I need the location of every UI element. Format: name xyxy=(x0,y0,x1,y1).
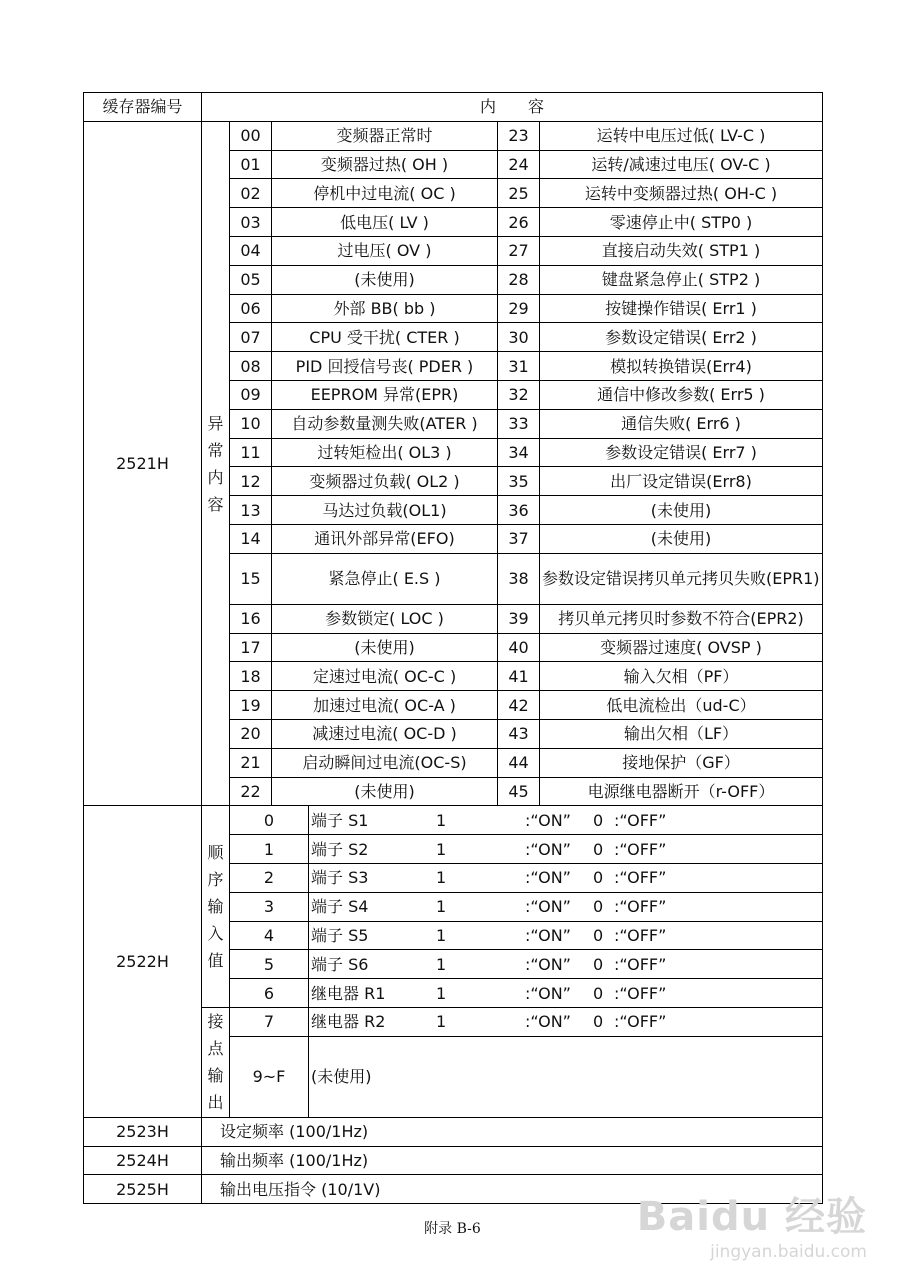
code-description: 电源继电器断开（r-OFF） xyxy=(540,777,823,806)
code-number: 30 xyxy=(498,323,540,352)
bit-description xyxy=(309,835,823,864)
code-number: 40 xyxy=(498,633,540,662)
code-description: (未使用) xyxy=(540,496,823,525)
bit-zero: 0 xyxy=(593,925,604,945)
code-description: 运转/减速过电压( OV-C ) xyxy=(540,150,823,179)
code-number: 11 xyxy=(230,438,272,467)
register-description: 输出频率 (100/1Hz) xyxy=(202,1146,823,1175)
bit-number: 5 xyxy=(230,950,309,979)
code-description: CPU 受干扰( CTER ) xyxy=(272,323,498,352)
code-number: 08 xyxy=(230,352,272,381)
code-number: 34 xyxy=(498,438,540,467)
code-description: 过电压( OV ) xyxy=(272,236,498,265)
bit-on: :“ON” xyxy=(525,839,571,859)
register-code: 2521H xyxy=(84,121,202,806)
group-char: 输 xyxy=(207,1066,224,1086)
code-description: 紧急停止( E.S ) xyxy=(272,553,498,604)
bit-off: :“OFF” xyxy=(614,954,667,974)
bit-on: :“ON” xyxy=(525,810,571,830)
code-number: 42 xyxy=(498,691,540,720)
code-number: 43 xyxy=(498,719,540,748)
code-description: 外部 BB( bb ) xyxy=(272,294,498,323)
code-number: 01 xyxy=(230,150,272,179)
code-description: 减速过电流( OC-D ) xyxy=(272,719,498,748)
register-description: 设定频率 (100/1Hz) xyxy=(202,1117,823,1146)
header-content: 内 容 xyxy=(202,93,823,122)
group-char: 入 xyxy=(207,924,224,944)
bit-zero: 0 xyxy=(593,1012,604,1032)
bit-value-line xyxy=(311,926,820,945)
code-description: 定速过电流( OC-C ) xyxy=(272,662,498,691)
bit-term: 端子 S3 xyxy=(311,868,369,888)
code-number: 45 xyxy=(498,777,540,806)
code-description: 停机中过电流( OC ) xyxy=(272,179,498,208)
code-description: 马达过负载(OL1) xyxy=(272,496,498,525)
code-number: 12 xyxy=(230,467,272,496)
group-label xyxy=(202,1007,230,1117)
code-description: 参数设定错误( Err2 ) xyxy=(540,323,823,352)
bit-zero: 0 xyxy=(593,839,604,859)
code-description: 通信中修改参数( Err5 ) xyxy=(540,380,823,409)
bit-description xyxy=(309,979,823,1008)
code-description: 拷贝单元拷贝时参数不符合(EPR2) xyxy=(540,604,823,633)
code-number: 09 xyxy=(230,380,272,409)
code-number: 19 xyxy=(230,691,272,720)
bit-one: 1 xyxy=(436,925,447,945)
code-number: 03 xyxy=(230,208,272,237)
code-number: 44 xyxy=(498,748,540,777)
code-number: 23 xyxy=(498,121,540,150)
bit-term: 继电器 R2 xyxy=(311,1012,386,1032)
bit-number: 3 xyxy=(230,892,309,921)
group-char: 容 xyxy=(207,494,224,514)
bit-value-line xyxy=(311,811,820,830)
code-number: 26 xyxy=(498,208,540,237)
bit-zero: 0 xyxy=(593,868,604,888)
group-char: 常 xyxy=(207,440,224,460)
bit-number: 9~F xyxy=(230,1036,309,1117)
bit-off: :“OFF” xyxy=(614,897,667,917)
code-description: 低电压( LV ) xyxy=(272,208,498,237)
code-number: 39 xyxy=(498,604,540,633)
code-number: 02 xyxy=(230,179,272,208)
code-description: (未使用) xyxy=(272,633,498,662)
code-description: 出厂设定错误(Err8) xyxy=(540,467,823,496)
bit-number: 6 xyxy=(230,979,309,1008)
code-number: 36 xyxy=(498,496,540,525)
code-number: 33 xyxy=(498,409,540,438)
table-row xyxy=(84,1117,823,1146)
code-number: 41 xyxy=(498,662,540,691)
bit-off: :“OFF” xyxy=(614,925,667,945)
code-number: 17 xyxy=(230,633,272,662)
code-number: 05 xyxy=(230,265,272,294)
code-number: 32 xyxy=(498,380,540,409)
code-description: (未使用) xyxy=(272,265,498,294)
bit-description xyxy=(309,863,823,892)
bit-value-line xyxy=(311,1012,820,1031)
watermark-brand: Baidu 经验 xyxy=(636,1194,867,1240)
code-number: 16 xyxy=(230,604,272,633)
bit-one: 1 xyxy=(436,868,447,888)
code-description: 通讯外部异常(EFO) xyxy=(272,524,498,553)
code-description: PID 回授信号丧( PDER ) xyxy=(272,352,498,381)
code-description: 参数设定错误拷贝单元拷贝失败(EPR1) xyxy=(540,553,823,604)
bit-one: 1 xyxy=(436,839,447,859)
header-row xyxy=(84,93,823,122)
bit-description xyxy=(309,806,823,835)
bit-on: :“ON” xyxy=(525,983,571,1003)
bit-on: :“ON” xyxy=(525,897,571,917)
code-number: 14 xyxy=(230,524,272,553)
code-number: 18 xyxy=(230,662,272,691)
code-description: 自动参数量测失败(ATER ) xyxy=(272,409,498,438)
table-row xyxy=(84,121,823,150)
bit-term: 继电器 R1 xyxy=(311,983,386,1003)
code-description: 通信失败( Err6 ) xyxy=(540,409,823,438)
header-code: 缓存器编号 xyxy=(84,93,202,122)
group-char: 输 xyxy=(207,897,224,917)
code-description: (未使用) xyxy=(540,524,823,553)
code-number: 22 xyxy=(230,777,272,806)
code-description: 变频器过速度( OVSP ) xyxy=(540,633,823,662)
bit-term: 端子 S1 xyxy=(311,810,369,830)
group-char: 顺 xyxy=(207,843,224,863)
table-row xyxy=(84,806,823,835)
bit-value-line xyxy=(311,984,820,1003)
bit-number: 4 xyxy=(230,921,309,950)
bit-description xyxy=(309,950,823,979)
bit-zero: 0 xyxy=(593,810,604,830)
code-number: 13 xyxy=(230,496,272,525)
register-table xyxy=(83,92,823,1204)
table-body xyxy=(84,93,823,1204)
bit-term: 端子 S6 xyxy=(311,954,369,974)
code-description: 运转中变频器过热( OH-C ) xyxy=(540,179,823,208)
code-description: 变频器过负载( OL2 ) xyxy=(272,467,498,496)
bit-one: 1 xyxy=(436,983,447,1003)
bit-one: 1 xyxy=(436,897,447,917)
bit-on: :“ON” xyxy=(525,954,571,974)
code-description: 直接启动失效( STP1 ) xyxy=(540,236,823,265)
bit-off: :“OFF” xyxy=(614,1012,667,1032)
code-number: 15 xyxy=(230,553,272,604)
code-number: 04 xyxy=(230,236,272,265)
code-number: 21 xyxy=(230,748,272,777)
code-number: 35 xyxy=(498,467,540,496)
code-description: 零速停止中( STP0 ) xyxy=(540,208,823,237)
bit-description xyxy=(309,921,823,950)
bit-number: 1 xyxy=(230,835,309,864)
code-description: 过转矩检出( OL3 ) xyxy=(272,438,498,467)
group-char: 内 xyxy=(207,467,224,487)
bit-on: :“ON” xyxy=(525,925,571,945)
code-description: 模拟转换错误(Err4) xyxy=(540,352,823,381)
register-code: 2522H xyxy=(84,806,202,1117)
bit-value-line xyxy=(311,897,820,916)
code-number: 06 xyxy=(230,294,272,323)
bit-description xyxy=(309,1007,823,1036)
bit-zero: 0 xyxy=(593,897,604,917)
bit-description: (未使用) xyxy=(309,1036,823,1117)
bit-off: :“OFF” xyxy=(614,868,667,888)
code-number: 29 xyxy=(498,294,540,323)
group-char: 异 xyxy=(207,413,224,433)
code-number: 20 xyxy=(230,719,272,748)
code-number: 27 xyxy=(498,236,540,265)
code-number: 28 xyxy=(498,265,540,294)
bit-term: 端子 S5 xyxy=(311,925,369,945)
register-code: 2523H xyxy=(84,1117,202,1146)
page-footer: 附录 B-6 xyxy=(424,1221,481,1237)
group-char: 出 xyxy=(207,1093,224,1113)
group-char: 序 xyxy=(207,870,224,890)
code-description: 低电流检出（ud-C） xyxy=(540,691,823,720)
code-description: 变频器过热( OH ) xyxy=(272,150,498,179)
code-description: 输出欠相（LF） xyxy=(540,719,823,748)
bit-value-line xyxy=(311,840,820,859)
bit-zero: 0 xyxy=(593,983,604,1003)
register-code: 2525H xyxy=(84,1175,202,1204)
bit-one: 1 xyxy=(436,810,447,830)
code-description: (未使用) xyxy=(272,777,498,806)
code-description: 键盘紧急停止( STP2 ) xyxy=(540,265,823,294)
group-char: 接 xyxy=(207,1012,224,1032)
bit-number: 7 xyxy=(230,1007,309,1036)
code-number: 00 xyxy=(230,121,272,150)
bit-off: :“OFF” xyxy=(614,839,667,859)
watermark-url: jingyan.baidu.com xyxy=(710,1242,867,1262)
code-description: 参数锁定( LOC ) xyxy=(272,604,498,633)
group-char: 值 xyxy=(207,951,224,971)
group-char: 点 xyxy=(207,1039,224,1059)
code-description: EEPROM 异常(EPR) xyxy=(272,380,498,409)
watermark xyxy=(637,1185,867,1262)
group-label xyxy=(202,121,230,806)
bit-off: :“OFF” xyxy=(614,983,667,1003)
bit-one: 1 xyxy=(436,954,447,974)
code-description: 加速过电流( OC-A ) xyxy=(272,691,498,720)
bit-term: 端子 S4 xyxy=(311,897,369,917)
bit-on: :“ON” xyxy=(525,1012,571,1032)
bit-number: 0 xyxy=(230,806,309,835)
code-description: 按键操作错误( Err1 ) xyxy=(540,294,823,323)
code-number: 07 xyxy=(230,323,272,352)
code-number: 25 xyxy=(498,179,540,208)
code-number: 31 xyxy=(498,352,540,381)
code-number: 10 xyxy=(230,409,272,438)
bit-zero: 0 xyxy=(593,954,604,974)
code-description: 运转中电压过低( LV-C ) xyxy=(540,121,823,150)
code-number: 38 xyxy=(498,553,540,604)
bit-on: :“ON” xyxy=(525,868,571,888)
register-description: 输出电压指令 (10/1V) xyxy=(202,1175,823,1204)
code-description: 变频器正常时 xyxy=(272,121,498,150)
bit-description xyxy=(309,892,823,921)
bit-number: 2 xyxy=(230,863,309,892)
code-description: 参数设定错误( Err7 ) xyxy=(540,438,823,467)
table-row xyxy=(84,1146,823,1175)
register-code: 2524H xyxy=(84,1146,202,1175)
bit-term: 端子 S2 xyxy=(311,839,369,859)
bit-value-line xyxy=(311,868,820,887)
code-number: 37 xyxy=(498,524,540,553)
bit-value-line xyxy=(311,955,820,974)
code-number: 24 xyxy=(498,150,540,179)
bit-off: :“OFF” xyxy=(614,810,667,830)
group-label xyxy=(202,806,230,1008)
code-description: 输入欠相（PF） xyxy=(540,662,823,691)
bit-one: 1 xyxy=(436,1012,447,1032)
code-description: 启动瞬间过电流(OC-S) xyxy=(272,748,498,777)
code-description: 接地保护（GF） xyxy=(540,748,823,777)
